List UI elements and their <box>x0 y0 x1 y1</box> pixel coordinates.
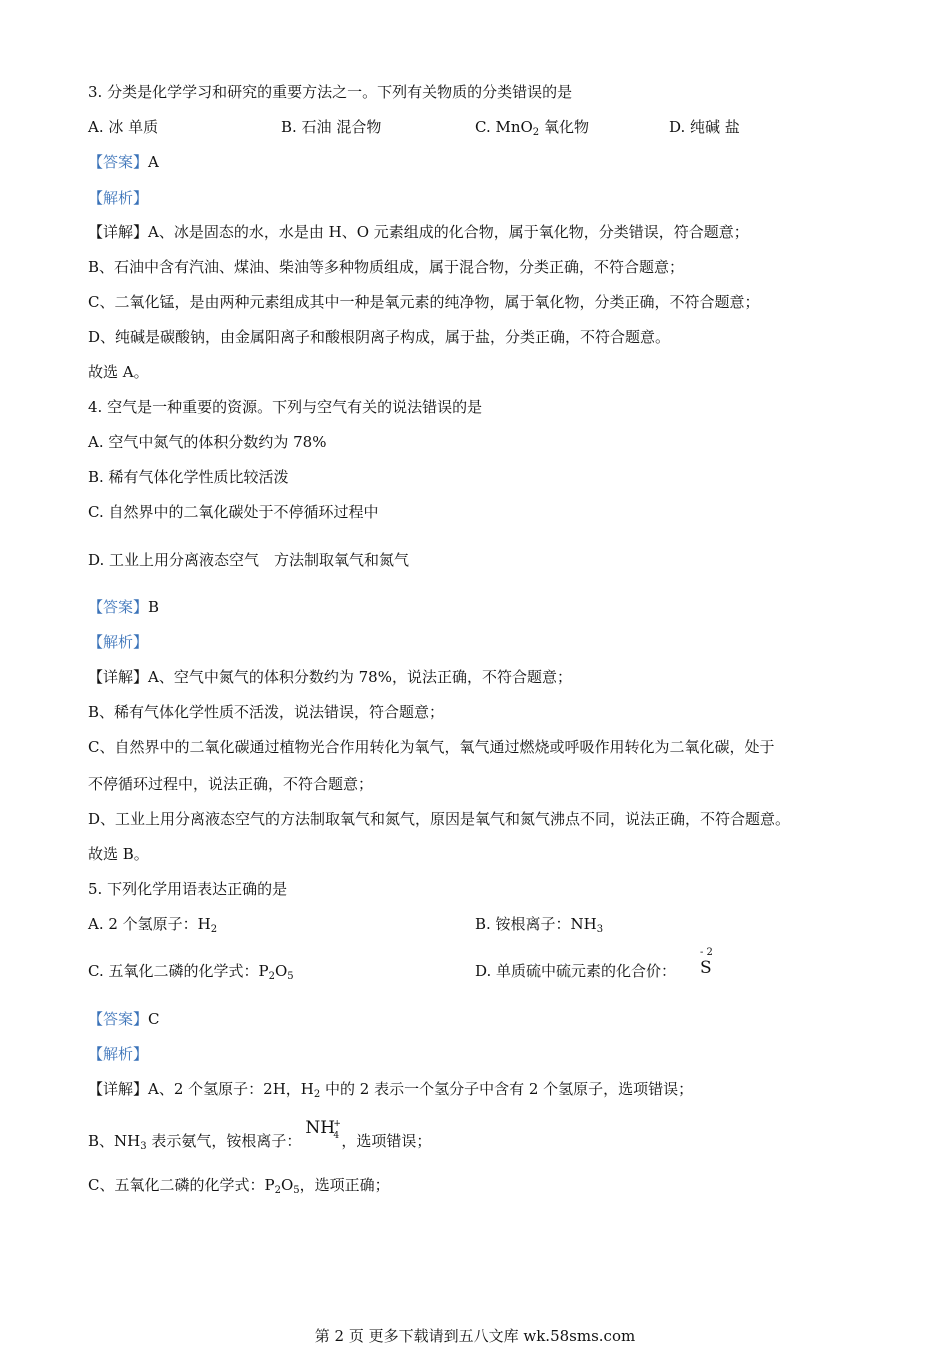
q3-option-c: C. MnO$_2$ 氧化物 <box>475 118 589 138</box>
q5-option-d: D. 单质硫中硫元素的化合价： <box>475 962 677 980</box>
q4-analysis-label: 【解析】 <box>88 633 149 651</box>
q3-detail-b: B、石油中含有汽油、煤油、柴油等多种物质组成，属于混合物，分类正确，不符合题意； <box>88 258 685 276</box>
q4-detail-b: B、稀有气体化学性质不活泼，说法错误，符合题意； <box>88 703 445 721</box>
q4-detail-c1: C、自然界中的二氧化碳通过植物光合作用转化为氧气，氧气通过燃烧或呼吸作用转化为二氧化碳，处于 <box>88 738 775 756</box>
q5-detail-c: C、五氧化二磷的化学式：$P_2O_5$，选项正确； <box>88 1176 390 1196</box>
q5-detail-a: 【详解】A、2 个氢原子：2H，$H_2$ 中的 2 表示一个氢分子中含有 2 个氢原子，选项错误； <box>88 1080 694 1100</box>
sulfur-symbol: S <box>700 958 712 978</box>
q5-option-a: A. 2 个氢原子：$H_2$ <box>88 915 218 935</box>
q5-option-c: C. 五氧化二磷的化学式：$P_2O_5$ <box>88 962 294 982</box>
valence-superscript: - 2 <box>700 947 713 958</box>
q5-stem: 5. 下列化学用语表达正确的是 <box>88 880 288 898</box>
q4-option-a: A. 空气中氮气的体积分数约为 78% <box>88 433 327 451</box>
q3-analysis-label: 【解析】 <box>88 189 149 207</box>
q4-option-d: D. 工业上用分离液态空气 方法制取氧气和氮气 <box>88 551 410 569</box>
q3-answer: 【答案】A <box>88 153 159 171</box>
q4-conclusion: 故选 B。 <box>88 845 149 863</box>
q3-option-b: B. 石油 混合物 <box>281 118 382 136</box>
q3-conclusion: 故选 A。 <box>88 363 149 381</box>
q5-answer: 【答案】C <box>88 1010 160 1028</box>
q3-detail-d: D、纯碱是碳酸钠，由金属阳离子和酸根阴离子构成，属于盐，分类正确，不符合题意。 <box>88 328 671 346</box>
q5-option-b: B. 铵根离子：$NH_3$ <box>475 915 604 935</box>
q3-stem: 3. 分类是化学学习和研究的重要方法之一。下列有关物质的分类错误的是 <box>88 83 573 101</box>
q5-analysis-label: 【解析】 <box>88 1045 149 1063</box>
q3-detail-a: 【详解】A、冰是固态的水，水是由 H、O 元素组成的化合物，属于氧化物，分类错误，符合题意； <box>88 223 749 241</box>
q4-detail-d: D、工业上用分离液态空气的方法制取氧气和氮气，原因是氧气和氮气沸点不同，说法正确，不符合题意。 <box>88 810 791 828</box>
q3-option-d: D. 纯碱 盐 <box>669 118 740 136</box>
q4-stem: 4. 空气是一种重要的资源。下列与空气有关的说法错误的是 <box>88 398 483 416</box>
q3-option-a: A. 冰 单质 <box>88 118 159 136</box>
q4-detail-c2: 不停循环过程中，说法正确，不符合题意； <box>88 775 374 793</box>
q3-detail-c: C、二氧化锰，是由两种元素组成其中一种是氧元素的纯净物，属于氧化物，分类正确，不符合题意； <box>88 293 760 311</box>
q4-option-c: C. 自然界中的二氧化碳处于不停循环过程中 <box>88 503 379 521</box>
q4-answer: 【答案】B <box>88 598 160 616</box>
q4-detail-a: 【详解】A、空气中氮气的体积分数约为 78%，说法正确，不符合题意； <box>88 668 572 686</box>
q5-detail-b: B、$NH_3$ 表示氨气，铵根离子： NH + 4 ，选项错误； <box>88 1118 432 1152</box>
q4-option-b: B. 稀有气体化学性质比较活泼 <box>88 468 289 486</box>
ammonium-ion-formula: NH + 4 <box>305 1118 341 1141</box>
page-footer: 第 2 页 更多下载请到五八文库 wk.58sms.com <box>314 1327 636 1345</box>
